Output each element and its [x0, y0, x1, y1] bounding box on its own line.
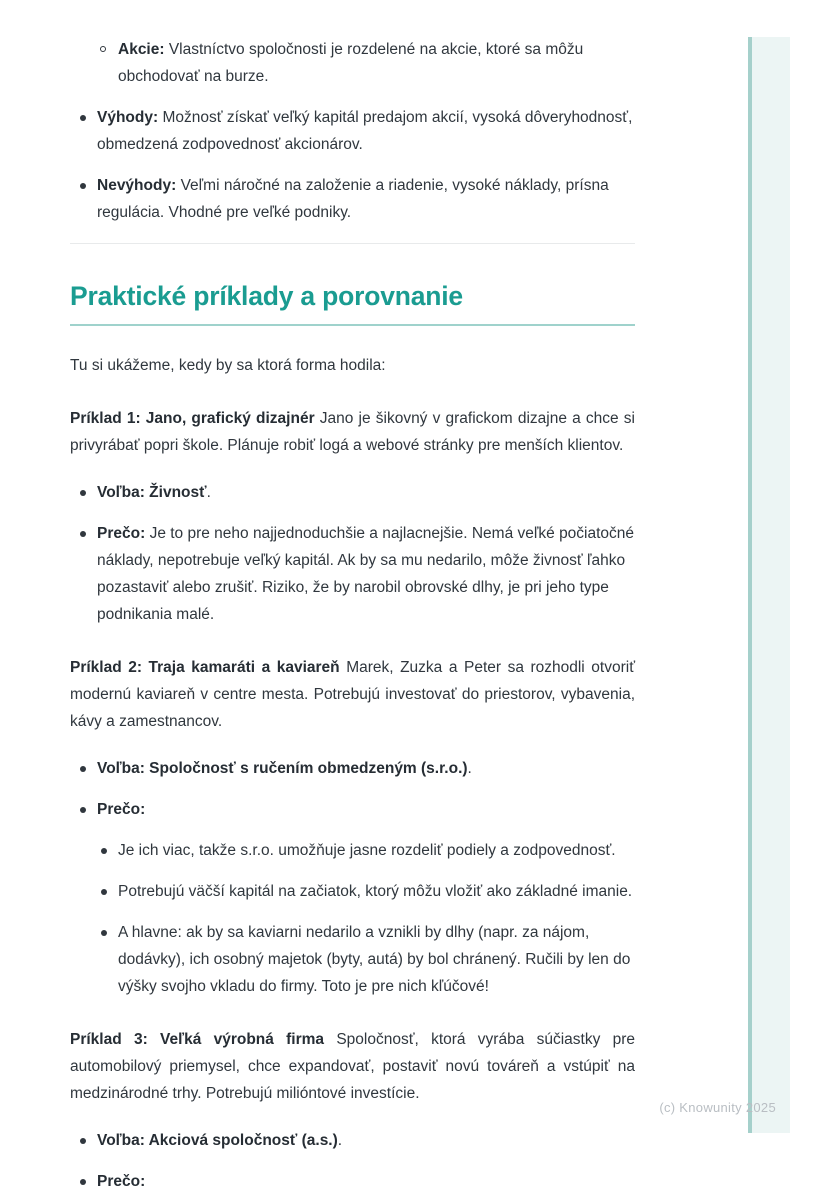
lead-paragraph: Tu si ukážeme, kedy by sa ktorá forma hodila:	[70, 357, 386, 374]
disc-bullet-icon	[101, 848, 107, 854]
list-item	[70, 172, 635, 226]
list-item-text: Je ich viac, takže s.r.o. umožňuje jasne rozdeliť podiely a zodpovednosť.	[118, 842, 616, 859]
document-content	[70, 0, 635, 1195]
list-item	[70, 1127, 635, 1154]
example-paragraph	[70, 654, 635, 735]
list-item-text: .	[206, 484, 211, 501]
example-title: Príklad 2: Traja kamaráti a kaviareň	[70, 659, 340, 676]
disc-bullet-icon	[80, 115, 86, 121]
example-body: Jano je šikovný v grafickom dizajne a chce si privyrábať popri škole. Plánuje robiť logá a webové stránky pre menších klientov.	[70, 410, 635, 454]
list-item-text: Veľmi náročné na založenie a riadenie, vysoké náklady, prísna regulácia. Vhodné pre veľké podniky.	[97, 177, 609, 221]
disc-bullet-icon	[80, 807, 86, 813]
list-item	[91, 878, 635, 905]
list-item-text: .	[337, 1132, 343, 1149]
example-list	[70, 479, 635, 628]
example-list	[70, 755, 635, 1000]
disc-bullet-icon	[80, 490, 86, 496]
list-item-term: Voľba: Akciová spoločnosť (a.s.)	[97, 1132, 338, 1149]
examples-container	[70, 405, 635, 1195]
intro-list	[70, 0, 635, 226]
list-item	[70, 479, 635, 506]
example-title: Príklad 1: Jano, grafický dizajnér	[70, 410, 315, 427]
list-item	[70, 1168, 635, 1195]
list-item-text: Potrebujú väčší kapitál na začiatok, ktorý môžu vložiť ako základné imanie.	[118, 883, 633, 900]
circle-bullet-icon	[100, 46, 106, 52]
section-divider	[70, 243, 635, 244]
list-item-text: Je to pre neho najjednoduchšie a najlacnejšie. Nemá veľké počiatočné náklady, nepotrebuje veľký kapitál. Ak by sa mu nedarilo, môže živnosť ľahko pozastaviť alebo zrušiť. Riziko, že by narobil obrovské dlhy, je pri jeho type podnikania malé.	[97, 525, 635, 623]
disc-bullet-icon	[101, 930, 107, 936]
list-item	[70, 755, 635, 782]
list-item	[70, 520, 635, 628]
example-list	[70, 1127, 635, 1195]
list-item	[91, 919, 635, 1000]
disc-bullet-icon	[80, 766, 86, 772]
example-paragraph	[70, 405, 635, 459]
list-item	[91, 837, 635, 864]
list-item-term: Nevýhody:	[97, 177, 177, 194]
example-paragraph	[70, 1026, 635, 1107]
list-item-term: Akcie:	[118, 41, 165, 58]
list-item-text: Vlastníctvo spoločnosti je rozdelené na akcie, ktoré sa môžu obchodovať na burze.	[118, 41, 584, 85]
disc-bullet-icon	[80, 1179, 86, 1185]
list-item-term: Voľba: Spoločnosť s ručením obmedzeným (s.r.o.)	[97, 760, 468, 777]
disc-bullet-icon	[80, 531, 86, 537]
disc-bullet-icon	[101, 889, 107, 895]
example-body: Spoločnosť, ktorá vyrába súčiastky pre automobilový priemysel, chce expandovať, postaviť novú továreň a vstúpiť na medzinárodné trhy. Potrebujú milióntové investície.	[70, 1031, 635, 1102]
list-item-term: Prečo:	[97, 1173, 146, 1190]
example-title: Príklad 3: Veľká výrobná firma	[70, 1031, 325, 1048]
section-heading: Praktické príklady a porovnanie	[70, 281, 635, 326]
list-item-term: Voľba: Živnosť	[97, 484, 207, 501]
list-item-text: Možnosť získať veľký kapitál predajom akcií, vysoká dôveryhodnosť, obmedzená zodpovednosť akcionárov.	[97, 109, 633, 153]
copyright-footer: (c) Knowunity 2025	[659, 1100, 776, 1115]
list-item-text: .	[467, 760, 472, 777]
list-item-term: Výhody:	[97, 109, 159, 126]
list-item	[91, 36, 635, 90]
disc-bullet-icon	[80, 1138, 86, 1144]
example-body: Marek, Zuzka a Peter sa rozhodli otvoriť modernú kaviareň v centre mesta. Potrebujú investovať do priestorov, vybavenia, kávy a zamestnancov.	[70, 659, 636, 730]
list-item	[70, 796, 635, 823]
list-item-term: Prečo:	[97, 801, 146, 818]
disc-bullet-icon	[80, 183, 86, 189]
list-item	[70, 104, 635, 158]
list-item-text: A hlavne: ak by sa kaviarni nedarilo a vznikli by dlhy (napr. za nájom, dodávky), ich osobný majetok (byty, autá) by bol chránený. Ručili by len do výšky svojho vkladu do firmy. Toto je pre nich kľúčové!	[118, 924, 631, 995]
list-item-term: Prečo:	[97, 525, 146, 542]
decorative-edge-strip	[748, 37, 790, 1133]
